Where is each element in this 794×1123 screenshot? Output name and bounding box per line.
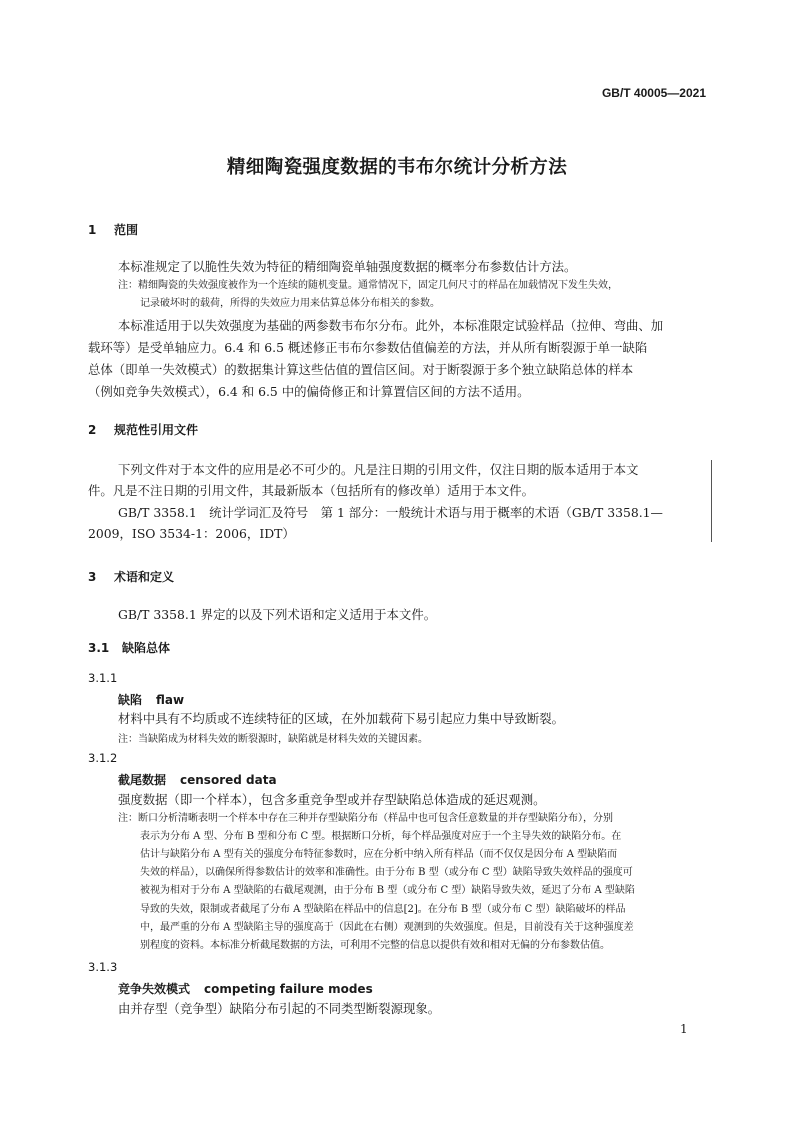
term-number: 3.1.2 (88, 751, 118, 765)
term-heading (118, 980, 373, 997)
paragraph: 本标准规定了以脆性失效为特征的精细陶瓷单轴强度数据的概率分布参数估计方法。 (118, 259, 577, 274)
section-number: 3.1 (88, 641, 110, 655)
term-chinese: 竞争失效模式 (118, 982, 191, 996)
section-1-heading (88, 221, 138, 238)
note-line: 表示为分布 A 型、分布 B 型和分布 C 型。根据断口分析，每个样品强度对应于一个主导失效的缺陷分布。在 (140, 831, 622, 842)
note-line: 注：当缺陷成为材料失效的断裂源时，缺陷就是材料失效的关键因素。 (118, 734, 428, 745)
note-line: 中，最严重的分布 A 型缺陷主导的强度高于（因此在右侧）观测到的失效强度。但是，目前没有关于这种强度差 (140, 922, 634, 933)
paragraph-line: 下列文件对于本文件的应用是必不可少的。凡是注日期的引用文件，仅注日期的版本适用于本文 (118, 462, 639, 477)
note-line: 注：断口分析清晰表明一个样本中存在三种并存型缺陷分布（样品中也可包含任意数量的并存型缺陷分布），分别 (118, 813, 613, 824)
paragraph-line: （例如竞争失效模式），6.4 和 6.5 中的偏倚修正和计算置信区间的方法不适用。 (88, 384, 530, 399)
paragraph-line: 载环等）是受单轴应力。6.4 和 6.5 概述修正韦布尔参数估值偏差的方法，并从所有断裂源于单一缺陷 (88, 340, 648, 355)
section-title: 缺陷总体 (122, 641, 171, 655)
standard-number: GB/T 40005—2021 (601, 86, 706, 100)
page-number: 1 (680, 1022, 688, 1036)
section-number: 2 (88, 423, 97, 437)
note-line: 记录破坏时的载荷，所得的失效应力用来估算总体分布相关的参数。 (140, 298, 440, 309)
section-2-heading (88, 421, 198, 438)
section-number: 1 (88, 223, 97, 237)
reference-line: 2009，ISO 3534-1：2006，IDT） (88, 526, 295, 541)
document-title: 精细陶瓷强度数据的韦布尔统计分析方法 (226, 157, 568, 178)
note-line: 失效的样品），以确保所得参数估计的效率和准确性。由于分布 B 型（或分布 C 型）缺陷导致失效样品的强度可 (140, 867, 633, 878)
subsection-3-1-heading (88, 639, 170, 656)
term-definition: 由并存型（竞争型）缺陷分布引起的不同类型断裂源现象。 (118, 1001, 441, 1016)
term-number: 3.1.3 (88, 960, 118, 974)
note-line: 估计与缺陷分布 A 型有关的强度分布特征参数时，应在分析中纳入所有样品（而不仅仅是因分布 A 型缺陷而 (140, 849, 618, 860)
term-english: competing failure modes (204, 982, 373, 996)
note-line: 导致的失效，限制或者截尾了分布 A 型缺陷在样品中的信息[2]。在分布 B 型（或分布 C 型）缺陷破坏的样品 (140, 904, 626, 915)
reference-line: GB/T 3358.1 统计学词汇及符号 第 1 部分：一般统计术语与用于概率的术语（GB/T 3358.1— (118, 505, 663, 520)
section-title: 范围 (114, 223, 139, 237)
paragraph-line: 本标准适用于以失效强度为基础的两参数韦布尔分布。此外，本标准限定试验样品（拉伸、弯曲、加 (118, 318, 664, 333)
section-number: 3 (88, 570, 97, 584)
section-3-heading (88, 568, 174, 585)
term-definition: 强度数据（即一个样本），包含多重竞争型或并存型缺陷总体造成的延迟观测。 (118, 792, 546, 807)
paragraph-line: 件。凡是不注日期的引用文件，其最新版本（包括所有的修改单）适用于本文件。 (88, 483, 535, 498)
paragraph-line: 总体（即单一失效模式）的数据集计算这些估值的置信区间。对于断裂源于多个独立缺陷总体的样本 (88, 362, 634, 377)
section-title: 规范性引用文件 (114, 423, 199, 437)
term-definition: 材料中具有不均质或不连续特征的区域，在外加载荷下易引起应力集中导致断裂。 (118, 711, 565, 726)
term-heading (118, 691, 184, 708)
note-line: 别程度的资料。本标准分析截尾数据的方法，可利用不完整的信息以提供有效和相对无偏的分布参数估值。 (140, 940, 610, 951)
paragraph: GB/T 3358.1 界定的以及下列术语和定义适用于本文件。 (118, 607, 437, 622)
section-title: 术语和定义 (114, 570, 175, 584)
revision-bar (711, 460, 712, 542)
term-english: censored data (180, 773, 277, 787)
term-english: flaw (156, 693, 185, 707)
term-chinese: 截尾数据 (118, 773, 167, 787)
note-line: 注：精细陶瓷的失效强度被作为一个连续的随机变量。通常情况下，固定几何尺寸的样品在加载情况下发生失效， (118, 280, 618, 291)
term-heading (118, 771, 277, 788)
term-number: 3.1.1 (88, 671, 118, 685)
note-line: 被视为相对于分布 A 型缺陷的右截尾观测，由于分布 B 型（或分布 C 型）缺陷导致失效，延迟了分布 A 型缺陷 (140, 885, 635, 896)
term-chinese: 缺陷 (118, 693, 143, 707)
